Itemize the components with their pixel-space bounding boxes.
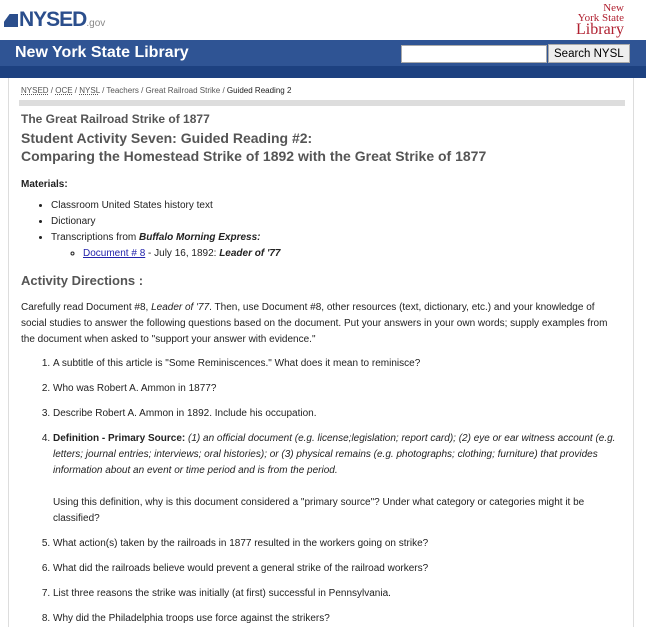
ny-state-icon (4, 14, 18, 27)
page-title: Student Activity Seven: Guided Reading #2: Comparing the Homestead Strike of 1892 with the Great Strike of 1877 (21, 130, 487, 164)
site-header (0, 0, 646, 40)
title-bar (0, 40, 646, 66)
crumb-teachers[interactable]: Teachers (106, 86, 139, 95)
list-item: ◦ Document # 8 - July 16, 1892: Leader of '77 (83, 248, 621, 259)
question: 4. Definition - Primary Source: (1) an official document (e.g. license;legislation; report card); (2) eye or ear witness account (e.g. letters; journal entries; interviews; oral histories); or (3) physical remains (e.g. photographs; clothing; furniture) that provides information about an event or time period and is from the period. Using this definition, why is this document considered a "primary source"? Under what category or categories might it be classified? (53, 431, 621, 527)
content-panel (8, 78, 634, 627)
search-button[interactable]: Search NYSL (548, 44, 630, 63)
nysl-logo[interactable]: New York State Library (576, 2, 624, 38)
materials-label: Materials: (21, 179, 68, 190)
divider (19, 100, 625, 106)
document-8-link[interactable]: Document # 8 (83, 248, 146, 259)
crumb-nysed[interactable]: NYSED (21, 86, 49, 95)
question: 2. Who was Robert A. Ammon in 1877? (53, 381, 621, 397)
search-input[interactable] (401, 45, 547, 63)
question: 5. What action(s) taken by the railroads in 1877 resulted in the workers going on strike? (53, 536, 621, 552)
crumb-strike[interactable]: Great Railroad Strike (145, 86, 221, 95)
crumb-current: Guided Reading 2 (226, 86, 292, 95)
crumb-oce[interactable]: OCE (55, 86, 73, 95)
question: 1. A subtitle of this article is "Some Reminiscences." What does it mean to reminisce? (53, 356, 621, 372)
question: 8. Why did the Philadelphia troops use force against the strikers? (53, 611, 621, 627)
kicker: The Great Railroad Strike of 1877 (21, 112, 210, 126)
nysed-logo[interactable]: NYSED.gov (4, 8, 105, 32)
question: 3. Describe Robert A. Ammon in 1892. Include his occupation. (53, 406, 621, 422)
breadcrumb: NYSED / OCE / NYSL / Teachers / Great Railroad Strike / Guided Reading 2 (21, 86, 292, 95)
nav-band (0, 66, 646, 78)
materials-list (21, 200, 621, 259)
questions-list (21, 356, 621, 627)
directions-text: Carefully read Document #8, Leader of '77. Then, use Document #8, other resources (text, dictionary, etc.) and your knowledge of social studies to answer the following questions based on the document. Put your answers in your own words; supply examples from the document when asked to "support your answer with evidence." (21, 302, 608, 345)
question: 6. What did the railroads believe would prevent a general strike of the railroad workers? (53, 561, 621, 577)
crumb-nysl[interactable]: NYSL (79, 86, 100, 95)
question: 7. List three reasons the strike was initially (at first) successful in Pennsylvania. (53, 586, 621, 602)
list-item: • Transcriptions from Buffalo Morning Express: ◦ Document # 8 - July 16, 1892: Leader of '77 (51, 232, 621, 259)
list-item: • Classroom United States history text (51, 200, 621, 211)
list-item: • Dictionary (51, 216, 621, 227)
site-title[interactable]: New York State Library (15, 44, 189, 61)
directions-heading: Activity Directions : (21, 273, 144, 288)
